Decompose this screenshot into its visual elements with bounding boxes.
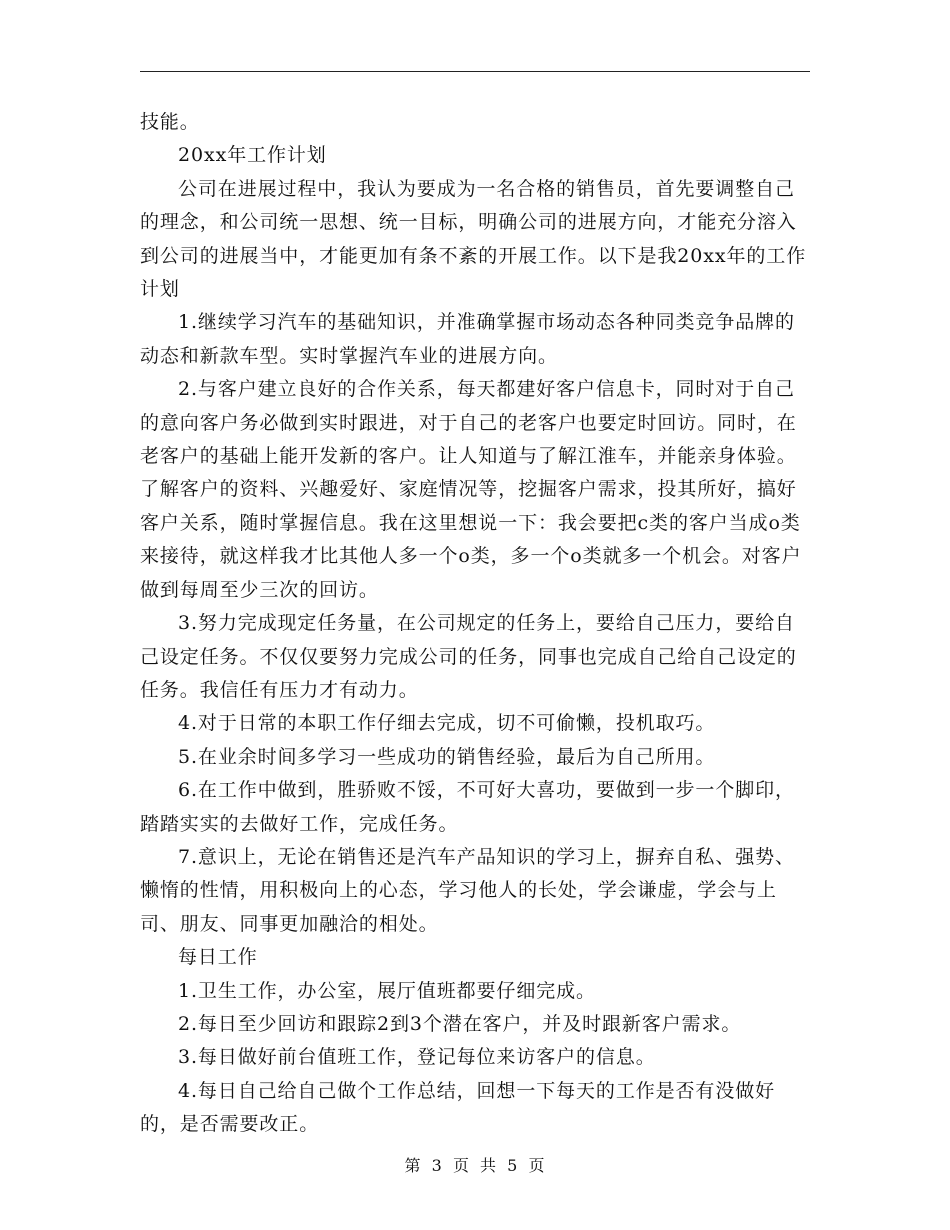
- daily-item-4: 4.每日自己给自己做个工作总结，回想一下每天的工作是否有没做好的，是否需要改正。: [140, 1079, 776, 1136]
- document-body: [140, 106, 812, 1142]
- plan-item-5: 5.在业余时间多学习一些成功的销售经验，最后为自己所用。: [178, 745, 716, 768]
- section-heading-annual-plan: 20xx年工作计划: [178, 144, 327, 167]
- page-footer: [0, 1153, 950, 1176]
- paragraph-continuation: 技能。: [140, 111, 200, 133]
- plan-item-3: 3.努力完成现定任务量，在公司规定的任务上，要给自己压力，要给自己设定任务。不仅仅要努力完成公司的任务，同事也完成自己给自己设定的任务。我信任有压力才有动力。: [140, 612, 797, 701]
- footer-prefix: 第: [404, 1156, 422, 1175]
- paragraph-intro: 公司在进展过程中，我认为要成为一名合格的销售员，首先要调整自己的理念，和公司统一思想、统一目标，明确公司的进展方向，才能充分溶入到公司的进展当中，才能更加有条不紊的开展工作。以下是我20xx年的工作计划: [140, 177, 807, 301]
- plan-item-2: 2.与客户建立良好的合作关系，每天都建好客户信息卡，同时对于自己的意向客户务必做到实时跟进，对于自己的老客户也要定时回访。同时，在老客户的基础上能开发新的客户。让人知道与了解江淮车，并能亲身体验。了解客户的资料、兴趣爱好、家庭情况等，挖掘客户需求，投其所好，搞好客户关系，随时掌握信息。我在这里想说一下：我会要把c类的客户当成o类来接待，就这样我才比其他人多一个o类，多一个o类就多一个机会。对客户做到每周至少三次的回访。: [140, 378, 802, 601]
- section-heading-daily-work: 每日工作: [178, 946, 258, 969]
- plan-item-4: 4.对于日常的本职工作仔细去完成，切不可偷懒，投机取巧。: [178, 712, 716, 735]
- daily-item-2: 2.每日至少回访和跟踪2到3个潜在客户，并及时跟新客户需求。: [178, 1012, 742, 1035]
- plan-item-1: 1.继续学习汽车的基础知识，并准确掌握市场动态各种同类竞争品牌的动态和新款车型。实时掌握汽车业的进展方向。: [140, 311, 795, 367]
- footer-total-word: 共: [480, 1156, 498, 1175]
- footer-current-page: 3: [431, 1156, 443, 1175]
- footer-page-word: 页: [452, 1156, 470, 1175]
- plan-item-7: 7.意识上，无论在销售还是汽车产品知识的学习上，摒弃自私、强势、懒惰的性情，用积极向上的心态，学习他人的长处，学会谦虚，学会与上司、朋友、同事更加融洽的相处。: [140, 845, 795, 935]
- plan-item-6: 6.在工作中做到，胜骄败不馁，不可好大喜功，要做到一步一个脚印，踏踏实实的去做好工作，完成任务。: [140, 779, 795, 835]
- daily-item-3: 3.每日做好前台值班工作，登记每位来访客户的信息。: [178, 1046, 656, 1069]
- footer-suffix: 页: [528, 1156, 546, 1175]
- footer-total-pages: 5: [507, 1156, 519, 1175]
- daily-item-1: 1.卫生工作，办公室，展厅值班都要仔细完成。: [178, 979, 596, 1002]
- header-divider: [140, 71, 810, 72]
